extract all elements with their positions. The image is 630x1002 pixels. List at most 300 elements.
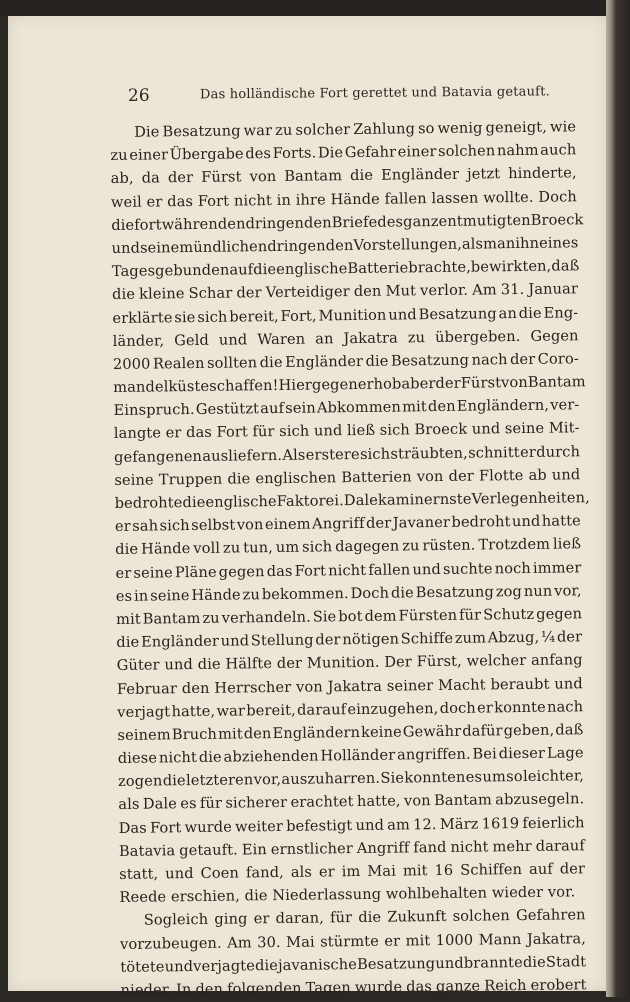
word: nach [546,697,584,716]
word: Bantam [142,609,201,628]
word: sich [359,445,391,463]
word: er [477,699,494,717]
word: seine [504,420,545,438]
word: um [275,539,300,557]
word: den [427,398,456,416]
word: und [355,816,385,834]
word: Faktorei. [276,492,344,510]
word: sein [285,399,316,418]
word: seiner [386,676,434,695]
word: Tagen [305,979,351,997]
word: befestigt [286,816,353,835]
word: mit [402,398,427,416]
word: zum [454,629,487,647]
word: die [162,772,186,790]
word: nieder. [120,981,173,999]
word: vor, [554,582,582,600]
word: Reede [119,888,172,907]
word: den [181,679,210,697]
word: Gewähr [402,722,462,741]
word: Angriff [312,515,365,533]
word: hatte [541,512,581,530]
word: die [227,470,251,488]
word: Fürst [460,374,502,392]
word: durch [536,442,581,461]
word: nach [471,351,508,369]
word: seine [114,471,154,489]
word: konnte [494,698,546,717]
word: angriffen. [396,745,471,764]
word: er [114,517,131,536]
word: in [409,491,425,509]
word: Abkommen [316,398,402,417]
word: Fürst [201,168,242,187]
word: Fort [216,423,248,442]
word: sich [279,423,310,441]
word: wollte. [483,188,534,207]
word: ernste [423,490,472,509]
word: der [435,374,461,393]
word: mündlichen [179,238,268,257]
word: und [165,865,194,883]
word: Dale [142,795,178,814]
word: er [165,424,182,442]
word: darauf [535,837,585,855]
word: vor. [547,883,576,901]
word: gebunden [155,261,230,280]
word: für [199,795,223,813]
word: Batterien [341,468,412,487]
word: bekommen. [261,584,349,603]
word: sich [159,517,190,535]
word: keine [360,723,402,741]
word: seinem [117,726,171,744]
word: mit [402,862,428,880]
word: Dale [343,491,379,510]
word: zogen [117,772,163,791]
word: nicht [158,749,198,767]
word: seine [150,586,190,605]
word: Verteidiger [265,283,350,302]
word: Realen [152,354,205,373]
word: diese [117,749,158,768]
word: gefangenen [114,447,203,466]
word: zu [202,609,220,627]
text-line [120,973,586,1002]
word: von [416,467,444,486]
word: Hände [330,190,380,208]
word: nicht [328,561,367,579]
word: Engländern, [456,396,550,416]
word: des [245,145,272,163]
word: ganz [402,212,439,231]
word: so [506,768,523,786]
word: bewirkten, [470,257,552,276]
word: er [384,932,401,950]
word: javanische [277,955,358,974]
word: Angriff [356,839,410,857]
word: Broeck [530,210,584,229]
word: wenig [437,119,483,137]
word: länder, [112,332,165,350]
word: sträubten, [390,444,468,463]
word: Gestützt [195,400,260,419]
word: war [243,122,273,140]
word: Als [282,446,306,464]
word: ließ [346,422,376,440]
word: die [253,261,277,279]
word: mit [217,725,243,743]
word: auf [260,400,285,418]
word: erstere [305,445,360,464]
word: wie [549,118,577,136]
word: Der [384,653,413,672]
word: die [522,953,546,971]
word: schaffen! [209,377,279,395]
word: fand [413,838,447,857]
word: gegen [218,562,265,581]
word: Hände [191,586,241,604]
word: tun, [243,539,273,557]
word: ging [214,910,248,929]
word: ganze [435,977,481,996]
word: seine [133,563,173,582]
word: bedrohte [114,494,183,512]
word: und [111,239,141,257]
word: vor, [253,771,282,789]
word: und [435,954,464,972]
word: mit [115,610,141,628]
word: wohlbehalten [385,884,492,903]
word: so [417,120,435,138]
word: Engländer [140,632,220,651]
word: Eng- [543,303,579,322]
word: Forts. [272,144,317,163]
word: und [388,305,417,324]
word: Broeck [414,421,468,439]
word: Fort [149,818,182,837]
word: anfang [530,651,583,670]
word: Fort [294,561,327,580]
word: das [406,978,433,996]
word: als [118,796,140,814]
word: Coen [200,864,240,882]
word: Am [227,933,252,952]
word: zog [495,582,523,601]
word: folgenden [226,979,302,998]
word: 30. [257,933,281,951]
word: und [218,331,248,349]
word: ihre [295,190,326,209]
word: zu [222,539,241,558]
word: Besatzung [390,351,470,370]
word: bedroht [451,513,511,532]
word: weil [110,193,142,211]
word: Flotte [478,466,524,485]
word: die [259,353,283,372]
word: dagegen [335,537,400,556]
word: wurde [184,818,233,836]
word: solcher [295,121,351,139]
word: es [180,795,197,813]
word: die [358,909,382,927]
word: Jakatra, [526,929,587,948]
word: nicht [233,191,273,210]
word: die [390,584,414,602]
word: als [290,863,313,881]
word: war [216,702,246,720]
word: mit [405,931,431,950]
word: einzugehen, [347,699,439,718]
word: und [220,632,250,650]
word: die [365,352,389,370]
word: Schiffe [400,629,454,648]
word: darauf [296,700,347,719]
word: Bantam [527,373,586,391]
word: zu [407,328,426,347]
word: zu [402,537,420,555]
word: Fürsten [398,606,458,625]
word: Sie [380,769,405,787]
word: Mai [367,862,397,880]
word: ihn [515,234,540,252]
scan-background-top [0,0,630,16]
word: Fürst, [416,653,462,671]
word: die [518,304,542,322]
word: für [459,606,482,624]
word: sie [174,308,196,326]
word: In [175,981,192,999]
word: der [559,860,586,878]
word: den [243,724,272,743]
word: konnten [404,768,466,787]
word: Schutz [483,605,535,624]
word: Mann [478,930,522,949]
word: und [551,466,581,484]
word: Vorstellungen, [353,235,463,254]
word: das [266,562,293,580]
word: die [112,286,136,304]
word: ver- [550,396,580,414]
word: Mut [385,282,417,300]
word: sollten [206,354,258,372]
word: Jakatra [327,677,383,695]
word: von [295,677,323,696]
word: schnitt [468,443,520,462]
word: an [498,304,517,322]
word: ließ [552,535,582,553]
word: englischen [255,469,337,488]
word: daß [551,257,580,275]
word: fand, [245,863,284,882]
word: von [403,792,431,810]
word: Macht [437,675,486,694]
word: Mai [286,933,315,951]
word: lassen [431,189,479,207]
word: Januar [528,280,579,299]
word: da [141,169,161,187]
word: verhandeln. [221,608,311,627]
word: Doch [538,187,577,206]
word: Niederlassung [272,885,386,905]
word: Die [317,144,344,162]
word: von [249,168,277,186]
word: die [244,887,273,905]
word: Munition [318,306,387,324]
word: ¼ [540,628,556,646]
word: ernstlicher [270,839,353,858]
word: Hälfte [225,655,273,673]
word: Hiergegen [278,376,358,395]
word: man [482,234,516,253]
word: bereit, [229,307,279,326]
body-text [110,115,590,1002]
word: Sie [312,608,337,626]
word: voll [193,540,221,558]
word: er [115,564,132,582]
word: seine [139,239,180,257]
word: fallen [368,560,411,579]
word: zu [242,585,261,604]
word: Fort, [280,306,317,325]
word: und [554,674,583,693]
word: ab [528,466,547,484]
word: Gegen [530,326,579,345]
word: Waren [257,330,306,348]
word: fallen [384,189,427,208]
word: Verlegenheiten, [471,489,590,508]
word: auch [540,141,577,159]
word: Februar [116,679,178,698]
word: März [439,815,479,833]
word: die [197,656,221,674]
book-spine-edge [606,0,630,997]
word: stürmte [320,932,380,951]
word: er [253,910,270,928]
word: Engländer [284,352,364,371]
word: die [116,633,140,652]
word: am [387,816,411,834]
word: das [185,424,213,442]
word: Lage [546,744,584,762]
word: der [276,655,303,673]
word: solchen [437,142,496,161]
word: leichter, [522,767,585,786]
word: Bruch [171,725,218,744]
word: noch [494,559,531,577]
word: die [350,167,374,185]
word: tötete [120,958,165,976]
word: Einspruch. [113,401,195,420]
word: dringenden [267,236,354,256]
word: einer [129,146,169,164]
word: solchen [452,907,511,926]
word: Güter [116,656,160,675]
word: Abzug, [487,628,540,647]
word: an [315,329,334,348]
word: die [254,956,279,975]
word: kleine [139,285,185,303]
word: abziehenden [223,747,319,766]
word: 2000 [112,355,151,373]
word: Holländer [320,746,396,765]
word: den [195,980,224,998]
word: sich [379,421,410,440]
word: Stellung [250,631,314,650]
word: und [164,957,194,976]
word: auszuharren. [281,770,381,789]
word: das [167,192,194,210]
word: der [509,350,536,369]
word: um [482,768,506,786]
word: Gefahr [344,143,397,162]
word: die [198,748,222,767]
word: Fort [197,192,230,210]
word: im [341,862,361,881]
word: der [236,284,262,302]
word: abzusegeln. [495,790,585,809]
word: verlor. [419,281,469,300]
word: wieder [491,883,548,902]
word: übergeben. [434,327,521,346]
word: doch [439,699,476,717]
word: Pläne [174,563,217,581]
word: dafür [462,722,503,740]
word: welcher [466,652,527,670]
word: selbst [191,516,236,535]
word: Javaner [392,514,451,532]
word: einem [264,515,311,534]
word: Engländern [272,723,361,742]
word: Jakatra [343,329,398,347]
word: erklärte [112,308,173,327]
word: nun [523,582,553,600]
word: Mit- [548,419,580,438]
word: die [111,216,135,234]
word: sah [132,517,159,535]
word: fortwährenden [134,215,246,234]
word: rüsten. [422,536,476,555]
word: zu [110,146,128,165]
word: Besatzung [418,304,497,323]
word: englische [276,260,348,279]
word: hatte, [356,792,401,811]
page-number: 26 [127,85,150,106]
word: erobert [530,976,587,994]
word: zu [275,121,293,139]
word: Sogleich [143,911,209,930]
word: und [313,422,343,440]
word: mandelküste [113,377,210,397]
word: Engländer [380,166,460,185]
word: jetzt [466,165,501,184]
word: geneigt, [485,118,548,137]
word: verjagte [193,957,256,975]
word: daß [555,721,584,739]
word: die [182,493,206,512]
word: 1619 [481,814,520,833]
word: dem [364,607,397,625]
word: Trotzdem [478,536,551,554]
word: 31. [500,281,525,299]
word: Geld [174,331,209,349]
word: 12. [412,815,437,833]
word: Besatzung [356,954,436,973]
word: suchte [442,559,493,578]
word: Zahlung [353,120,416,139]
word: in [276,191,292,209]
word: Coro- [537,350,579,368]
